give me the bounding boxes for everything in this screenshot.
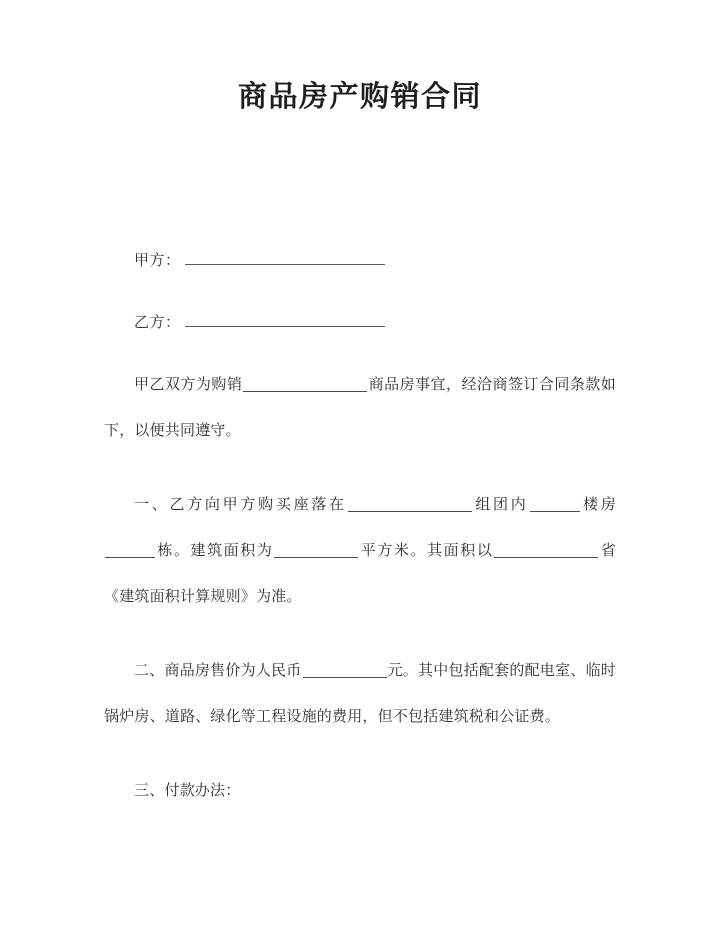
preamble-paragraph xyxy=(104,362,616,454)
clause-2-text-1: 二、商品房售价为人民币 xyxy=(134,662,302,679)
spacer-preamble xyxy=(104,334,616,362)
spacer-clause-3 xyxy=(104,740,616,768)
party-a-blank[interactable] xyxy=(185,252,385,265)
preamble-blank-property[interactable] xyxy=(243,377,367,392)
spacer-party xyxy=(104,272,616,312)
preamble-text-2: 商品房事宜，经洽商签订合同条款如下，以便共同遵守。 xyxy=(104,376,617,439)
clause-1-text-3: 楼房 xyxy=(580,496,616,513)
clause-1-blank-province[interactable] xyxy=(494,543,598,558)
clause-1-blank-building[interactable] xyxy=(530,497,580,512)
clause-1-blank-location[interactable] xyxy=(348,497,472,512)
clause-2-text-2: 元。其中包括配套的配电室、临时锅炉房、道路、绿化等工程设施的费用，但不包括建筑税和公证费。 xyxy=(104,662,616,725)
clause-2 xyxy=(104,648,616,740)
clause-1-text-6: 省《建筑面积计算规则》为准。 xyxy=(104,542,616,605)
clause-1-text-5: 平方米。其面积以 xyxy=(359,542,494,559)
spacer-clause-1 xyxy=(104,454,616,482)
clause-3 xyxy=(104,768,616,814)
party-a-label: 甲方： xyxy=(134,252,181,269)
preamble-text-1: 甲乙双方为购销 xyxy=(134,376,243,393)
document-body xyxy=(104,250,616,814)
clause-1 xyxy=(104,482,616,620)
clause-2-blank-price[interactable] xyxy=(303,663,387,678)
party-b-label: 乙方： xyxy=(134,314,181,331)
party-row-jiafang xyxy=(104,250,616,272)
spacer-clause-2 xyxy=(104,620,616,648)
clause-1-text-1: 一、乙方向甲方购买座落在 xyxy=(134,496,347,513)
party-b-blank[interactable] xyxy=(185,314,385,327)
clause-1-text-4: 栋。建筑面积为 xyxy=(156,542,274,559)
clause-1-text-2: 组团内 xyxy=(472,496,529,513)
party-row-yifang xyxy=(104,312,616,334)
clause-1-blank-unit[interactable] xyxy=(105,543,155,558)
clause-1-blank-area[interactable] xyxy=(274,543,358,558)
clause-3-text-1: 三、付款办法： xyxy=(134,782,241,799)
page-title: 商品房产购销合同 xyxy=(237,81,482,113)
